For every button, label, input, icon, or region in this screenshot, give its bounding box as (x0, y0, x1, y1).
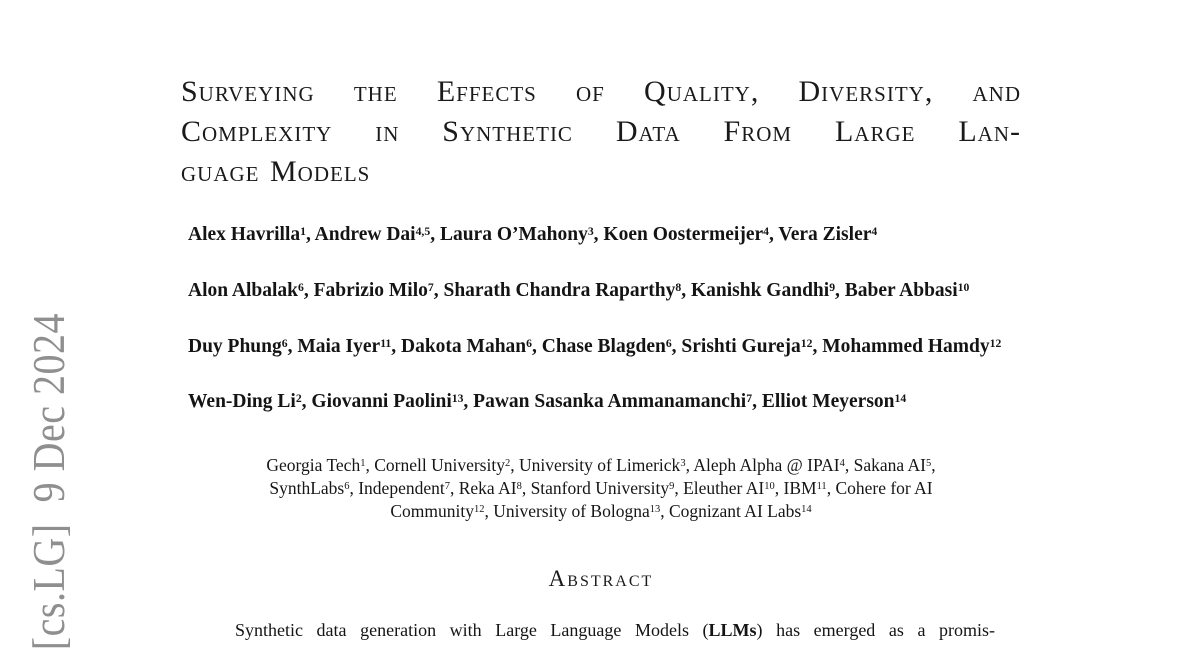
text-segment: Laura O’Mahony (439, 224, 588, 245)
text-segment: University of Bologna (493, 501, 650, 521)
superscript: 13 (649, 504, 661, 516)
superscript: 7 (746, 391, 753, 405)
affiliation-line-2: SynthLabs$^6$, Independent$^7$, Reka $AI^8$, Stanford University$^9$, Eleuther AI$^{10}$, IBM$^{11}$, Cohere for AI (269, 478, 933, 498)
text-segment: Cohere for AI (835, 478, 933, 498)
superscript: 12 (989, 336, 1002, 350)
text-segment: Koen Oostermeijer (603, 224, 764, 245)
text-segment: Pawan Sasanka Ammanamanchi (473, 391, 747, 412)
superscript: 3 (587, 224, 594, 238)
author-row-2: Alon Albalak$^6$, Fabrizio Milo$^7$, Sharath Chandra Raparthy$^8$, Kanishk Gandhi$^9$, Baber Abbasi$^{10}$ (188, 280, 970, 301)
superscript: 9 (669, 481, 675, 493)
superscript: 4 (871, 224, 878, 238)
text-segment: Andrew Dai (314, 224, 416, 245)
text-segment: Eleuther AI (683, 478, 765, 498)
text-segment: Mohammed Hamdy (822, 336, 990, 357)
superscript: 6 (344, 481, 350, 493)
text-segment: Duy Phung (188, 336, 282, 357)
text-segment: Sharath Chandra Raparthy (443, 280, 676, 301)
text-segment: Alon Albalak (188, 280, 299, 301)
author-row-4: Wen-Ding Li$^2$, Giovanni Paolini$^{13}$, Pawan Sasanka Ammanamanchi$^7$, Elliot Meyerson$^{14}$ (188, 391, 907, 412)
superscript: 10 (764, 481, 775, 493)
superscript: 12 (800, 336, 813, 350)
text-segment: Elliot Meyerson (761, 391, 895, 412)
superscript: 9 (829, 280, 836, 294)
superscript: 5 (926, 458, 932, 470)
author-row-1: Alex Havrilla$^1$, Andrew Dai$^{4,5}$, Laura O’Mahony$^3$, Koen Oostermeijer$^4$, Vera Zisler$^4$ (188, 224, 878, 245)
superscript: 11 (380, 336, 392, 350)
title-line-3: guage Models (181, 155, 371, 188)
superscript: 14 (801, 504, 812, 516)
text-segment: Independent (358, 478, 445, 498)
superscript: 4 (839, 458, 845, 470)
text-segment: Wen-Ding Li (188, 391, 296, 412)
superscript: 6 (281, 336, 288, 350)
text-segment: Aleph Alpha @ IPAI (693, 455, 840, 475)
text-segment: Dakota Mahan (401, 336, 527, 357)
superscript: 10 (957, 280, 970, 294)
text-segment: ) has emerged as a promis- (756, 620, 995, 640)
text-segment: Vera Zisler (778, 224, 872, 245)
superscript: 14 (894, 391, 907, 405)
superscript: 11 (816, 481, 827, 493)
superscript: 1 (360, 458, 366, 470)
title-line-2: Complexity in Synthetic Data From Large Lan- (181, 115, 1021, 148)
text-segment: IBM (783, 478, 817, 498)
text-segment: Giovanni Paolini (311, 391, 452, 412)
text-segment: Alex Havrilla (188, 224, 301, 245)
affiliations-block (181, 454, 1021, 523)
text-segment: Community (390, 501, 474, 521)
superscript: 4,5 (415, 224, 431, 238)
superscript: 12 (473, 504, 485, 516)
superscript: 2 (295, 391, 302, 405)
text-segment: Baber Abbasi (844, 280, 958, 301)
abstract-heading: Abstract (548, 566, 654, 591)
text-segment: Srishti Gureja (681, 336, 801, 357)
superscript: 1 (300, 224, 306, 238)
bold-text: LLMs (708, 620, 757, 640)
superscript: 2 (504, 458, 511, 470)
text-segment: University of Limerick (518, 455, 681, 475)
title-line-1: Surveying the Effects of Quality, Diversity, and (181, 75, 1021, 108)
superscript: 7 (427, 280, 434, 294)
affiliation-line-3: Community$^{12}$, University of Bologna$^{13}$, Cognizant AI Labs$^{14}$ (390, 501, 812, 521)
superscript: 6 (665, 336, 672, 350)
text-segment: Cornell University (374, 455, 505, 475)
affiliation-line-1: Georgia Tech$^1$, Cornell University$^2$, University of Limerick$^3$, Aleph Alpha @ IPAI$^4$, Sakana $AI^5$, (266, 455, 936, 475)
superscript: 8 (516, 481, 522, 493)
superscript: 6 (298, 280, 304, 294)
text-segment: Georgia Tech (266, 455, 361, 475)
text-segment: Fabrizio Milo (313, 280, 428, 301)
text-segment: Cognizant AI Labs (668, 501, 802, 521)
text-segment: Chase Blagden (541, 336, 666, 357)
text-segment: Synthetic data generation with Large Language Models ( (235, 620, 709, 640)
paper-title (181, 72, 1021, 192)
text-segment: Maia Iyer (297, 336, 381, 357)
superscript: 4 (763, 224, 769, 238)
superscript: 7 (444, 481, 450, 493)
text-segment: Stanford University (530, 478, 670, 498)
superscript: 13 (451, 391, 464, 405)
text-segment: Reka AI (458, 478, 517, 498)
author-row-3: Duy Phung$^6$, Maia Iyer$^{11}$, Dakota Mahan$^6$, Chase Blagden$^6$, Srishti Gureja$^{12}$, Mohammed Hamdy$^{12}$ (188, 336, 1002, 357)
text-segment: Sakana AI (853, 455, 927, 475)
abstract-first-line (217, 618, 995, 642)
text-segment: SynthLabs (269, 478, 345, 498)
superscript: 6 (526, 336, 532, 350)
superscript: 8 (675, 280, 682, 294)
arxiv-watermark: [cs.LG] 9 Dec 2024 (22, 313, 75, 650)
text-segment: Kanishk Gandhi (690, 280, 830, 301)
superscript: 3 (680, 458, 686, 470)
